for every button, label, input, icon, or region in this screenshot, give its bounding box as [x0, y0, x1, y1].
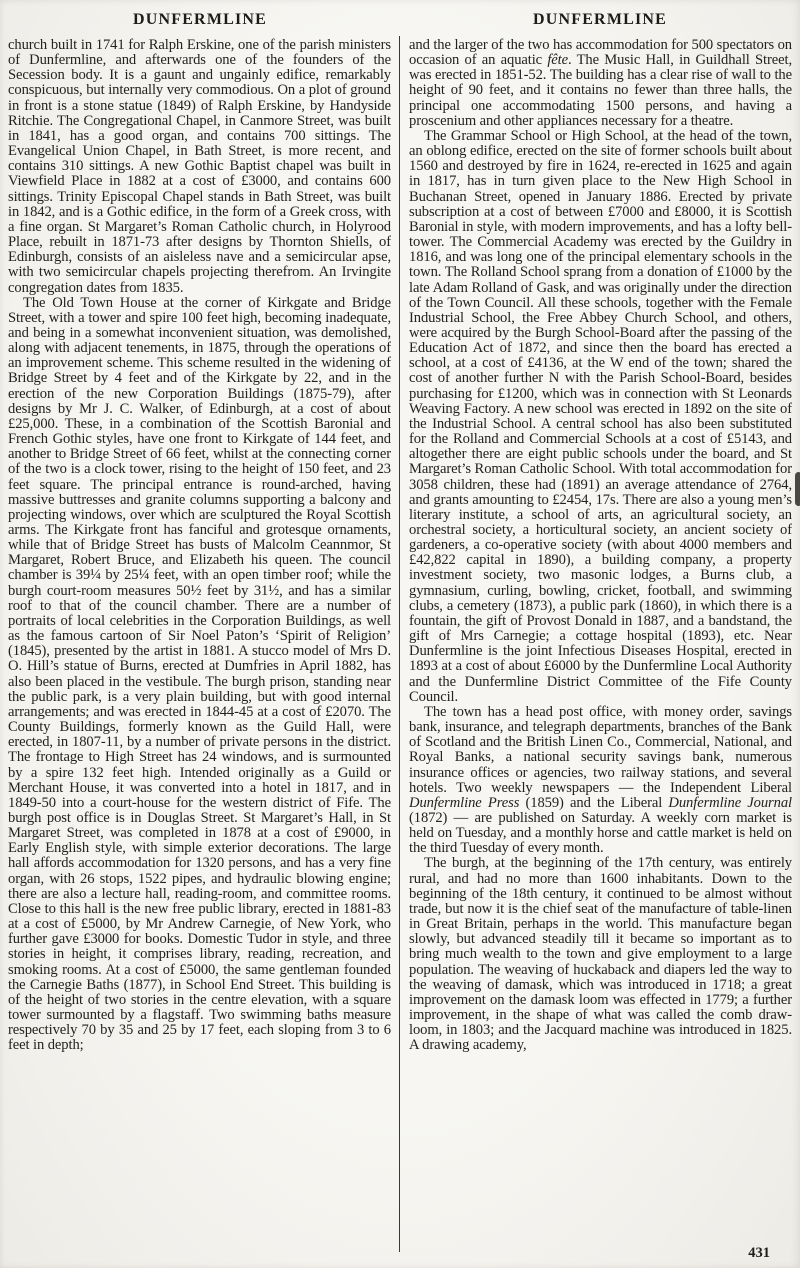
paragraph: and the larger of the two has accommodation for 500 spectators on occasion of an aquatic fête. The Music Hall, in Guildhall Street, was erected in 1851-52. The building has a clear rise of wall to the height of 90 feet, and it contains no fewer than three halls, the principal one accommodating 1500 persons, and having a proscenium and other appliances necessary for a theatre.	[409, 38, 792, 129]
text-columns	[0, 38, 800, 1252]
left-column	[8, 38, 391, 1252]
running-header-right: DUNFERMLINE	[532, 11, 668, 28]
paragraph: church built in 1741 for Ralph Erskine, one of the parish ministers of Dunfermline, and afterwards one of the founders of the Secession body. It is a gaunt and ungainly edifice, remarkably conspicuous, but internally very commodious. On a plot of ground in front is a stone statue (1849) of Ralph Erskine, by Handyside Ritchie. The Congregational Chapel, in Canmore Street, was built in 1841, has a good organ, and contains 700 sittings. The Evangelical Union Chapel, in Bath Street, is more recent, and contains 310 sittings. A new Gothic Baptist chapel was built in Viewfield Place in 1882 at a cost of £3000, and contains 600 sittings. Trinity Episcopal Chapel stands in Bath Street, was built in 1842, and is a Gothic edifice, in the form of a Greek cross, with a fine organ. St Margaret’s Roman Catholic church, in Holyrood Place, rebuilt in 1871-73 after designs by Thornton Shiells, of Edinburgh, consists of an aisleless nave and a semicircular apse, with two semicircular chapels projecting therefrom. An Irvingite congregation dates from 1835.	[8, 38, 391, 296]
running-header-left: DUNFERMLINE	[132, 11, 268, 28]
scan-smudge	[795, 472, 800, 506]
running-headers	[0, 11, 800, 29]
paragraph: The Old Town House at the corner of Kirkgate and Bridge Street, with a tower and spire 100 feet high, becoming inadequate, and being in a somewhat inconvenient situation, was demolished, along with adjacent tenements, in 1875, through the operations of an improvement scheme. This scheme resulted in the widening of Bridge Street by 4 feet and of the Kirkgate by 22, and in the erection of the new Corporation Buildings (1875-79), after designs by Mr J. C. Walker, of Edinburgh, at a cost of about £25,000. These, in a combination of the Scottish Baronial and French Gothic styles, have one front to Kirkgate of 144 feet, and another to Bridge Street of 66 feet, whilst at the connecting corner of the two is a clock tower, rising to the height of 150 feet, and 23 feet square. The principal entrance is round-arched, having massive buttresses and granite columns supporting a balcony and projecting windows, over which are sculptured the Royal Scottish arms. The Kirkgate front has fanciful and grotesque ornaments, while that of Bridge Street has busts of Malcolm Ceannmor, St Margaret, Robert Bruce, and Elizabeth his queen. The council chamber is 39¼ by 25¼ feet, with an open timber roof; while the burgh court-room measures 50½ feet by 31½, and has a similar roof to that of the council chamber. There are a number of portraits of local celebrities in the Corporation Buildings, as well as the famous cartoon of Sir Noel Paton’s ‘Spirit of Religion’ (1845), presented by the artist in 1881. A stucco model of Mrs D. O. Hill’s statue of Burns, erected at Dumfries in April 1882, has also been placed in the vestibule. The burgh prison, standing near the public park, is a very plain building, but with good internal arrangements; and was erected in 1844-45 at a cost of £2070. The County Buildings, formerly known as the Guild Hall, were erected, in 1807-11, by a number of private persons in the district. The frontage to High Street has 24 windows, and is surmounted by a spire 132 feet high. Intended originally as a Guild or Merchant House, it was converted into a hotel in 1817, and in 1849-50 into a court-house for the western district of Fife. The burgh post office is in Douglas Street. St Margaret’s Hall, in St Margaret Street, was completed in 1878 at a cost of £9000, in Early English style, with simple exterior decorations. The large hall affords accommodation for 1320 persons, and has a very fine organ, with 26 stops, 1522 pipes, and hydraulic blowing engine; there are also a lecture hall, reading-room, and committee rooms. Close to this hall is the new free public library, erected in 1881-83 at a cost of £5000, by Mr Andrew Carnegie, of New York, who further gave £3000 for books. Domestic Tudor in style, and three stories in height, it comprises library, reading, recreation, and smoking rooms. At a cost of £5000, the same gentleman founded the Carnegie Baths (1877), in School End Street. This building is of the height of two stories in the centre elevation, with a square tower surmounted by a flagstaff. Two swimming baths measure respectively 70 by 35 and 25 by 17 feet, each sloping from 3 to 6 feet in depth;	[8, 294, 391, 1054]
page-number: 431	[748, 1245, 770, 1261]
paragraph: The burgh, at the beginning of the 17th century, was entirely rural, and had no more than 1600 inhabitants. Down to the beginning of the 18th century, it continued to be almost without trade, but now it is the chief seat of the manufacture of table-linen in Great Britain, perhaps in the world. This manufacture began slowly, but advanced steadily till it became so important as to bring much wealth to the town and give employment to a large population. The weaving of huckaback and diapers led the way to the weaving of damask, which was introduced in 1718; a great improvement on the damask loom was effected in 1779; a further improvement, in the shape of what was called the comb draw-loom, in 1803; and the Jacquard machine was introduced in 1825. A drawing academy,	[409, 855, 792, 1054]
paragraph: The Grammar School or High School, at the head of the town, an oblong edifice, erected on the site of former schools built about 1560 and destroyed by fire in 1624, re-erected in 1625 and again in 1817, has in turn given place to the New High School in Buchanan Street, opened in January 1886. Erected by private subscription at a cost of between £7000 and £8000, it is Scottish Baronial in style, with modern improvements, and has a lofty bell-tower. The Commercial Academy was erected by the Guildry in 1816, and was long one of the principal elementary schools in the town. The Rolland School sprang from a donation of £1000 by the late Adam Rolland of Gask, and was originally under the direction of the Town Council. All these schools, together with the Female Industrial School, the Free Abbey Church School, and others, were acquired by the Burgh School-Board after the passing of the Education Act of 1872, and since then the board has erected a school, at a cost of £4136, at the W end of the town; shared the cost of another further N with the Parish School-Board, besides purchasing for £1200, which was in connection with St Leonards Weaving Factory. A new school was erected in 1892 on the site of the Industrial School. A central school has also been substituted for the Rolland and Commercial Schools at a cost of £5143, and altogether there are eight public schools under the board, and St Margaret’s Roman Catholic School. With total accommodation for 3058 children, these had (1891) an average attendance of 2764, and grants amounting to £2454, 17s. There are also a young men’s literary institute, a school of arts, an agricultural society, an orchestral society, a horticultural society, an ancient society of gardeners, a co-operative society (with about 4000 members and £42,822 capital in 1890), a building company, a property investment society, two masonic lodges, a Burns club, a gymnasium, curling, bowling, cricket, football, and swimming clubs, a cemetery (1873), a public park (1860), in which there is a fountain, the gift of Provost Donald in 1887, and a bandstand, the gift of Mrs Carnegie; a cottage hospital (1893), etc. Near Dunfermline is the joint Infectious Diseases Hospital, erected in 1893 at a cost of about £6000 by the Dunfermline Local Authority and the Dunfermline District Committee of the Fife County Council.	[409, 127, 792, 705]
right-column	[409, 38, 792, 1252]
paragraph: The town has a head post office, with money order, savings bank, insurance, and telegraph departments, branches of the Bank of Scotland and the British Linen Co., Commercial, National, and Royal Banks, a national security savings bank, numerous insurance offices or agencies, two railway stations, and several hotels. Two weekly newspapers — the Independent Liberal Dunfermline Press (1859) and the Liberal Dunfermline Journal (1872) — are published on Saturday. A weekly corn market is held on Tuesday, and a monthly horse and cattle market is held on the third Tuesday of every month.	[409, 703, 792, 857]
